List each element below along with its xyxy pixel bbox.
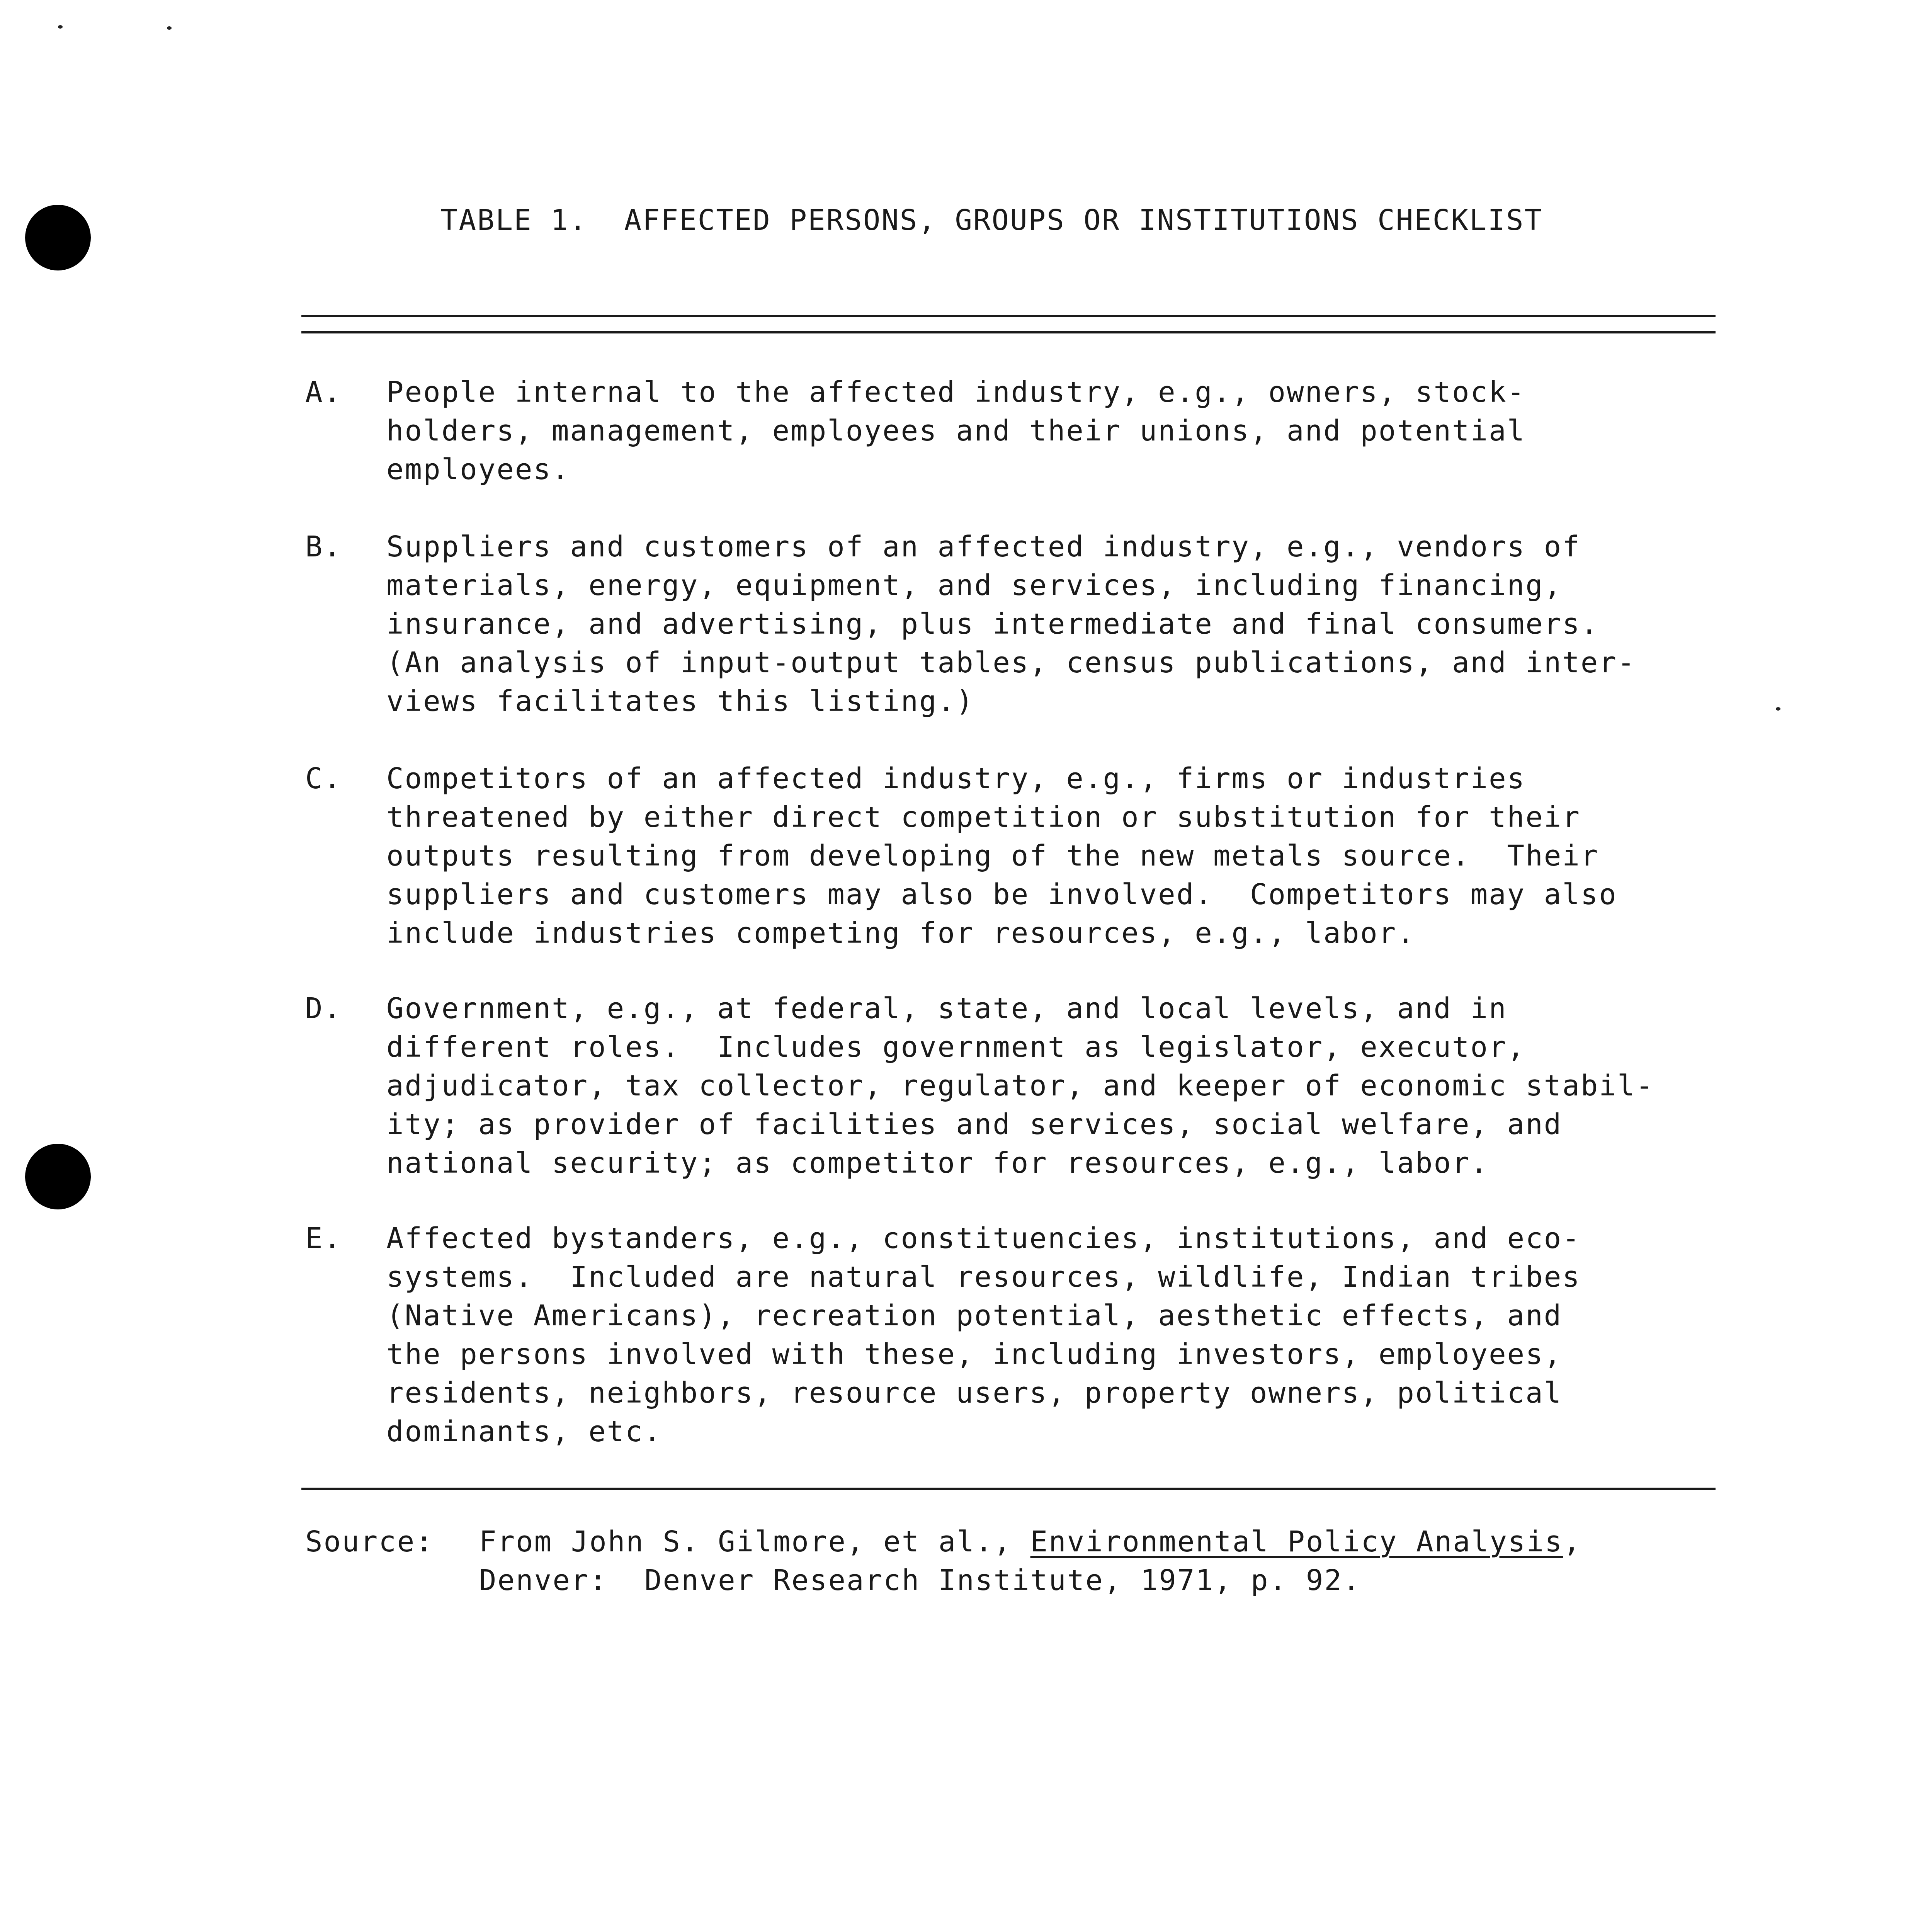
item-line: (Native Americans), recreation potential, aesthetic effects, and (386, 1299, 1563, 1332)
title-rule-upper (301, 315, 1716, 317)
item-letter: D. (305, 992, 342, 1025)
item-line: include industries competing for resources, e.g., labor. (386, 917, 1415, 950)
item-line: suppliers and customers may also be involved. Competitors may also (386, 878, 1617, 911)
scan-speck (1776, 707, 1780, 711)
item-letter: E. (305, 1222, 342, 1255)
item-letter: A. (305, 376, 342, 409)
punch-hole-top (25, 205, 91, 270)
item-line: dominants, etc. (386, 1415, 662, 1448)
source-book-title: Environmental Policy Analysis (1030, 1525, 1563, 1558)
scan-speck (167, 26, 172, 30)
item-line: systems. Included are natural resources, wildlife, Indian tribes (386, 1260, 1581, 1294)
item-line: (An analysis of input-output tables, census publications, and inter- (386, 646, 1636, 679)
item-text (386, 373, 1727, 489)
item-line: materials, energy, equipment, and services, including financing, (386, 569, 1563, 602)
item-text (386, 989, 1727, 1182)
item-line: outputs resulting from developing of the new metals source. Their (386, 839, 1599, 872)
item-line: adjudicator, tax collector, regulator, and keeper of economic stabil- (386, 1069, 1654, 1102)
item-line: insurance, and advertising, plus intermediate and final consumers. (386, 607, 1599, 641)
table-bottom-rule (301, 1488, 1716, 1490)
source-citation (479, 1522, 1581, 1600)
item-line: employees. (386, 453, 570, 486)
item-line: views facilitates this listing.) (386, 685, 974, 718)
punch-hole-middle (25, 1144, 91, 1209)
item-line: People internal to the affected industry, e.g., owners, stock- (386, 376, 1526, 409)
item-line: threatened by either direct competition or substitution for their (386, 801, 1581, 834)
item-line: Government, e.g., at federal, state, and local levels, and in (386, 992, 1507, 1025)
item-line: Suppliers and customers of an affected industry, e.g., vendors of (386, 530, 1581, 563)
item-letter: B. (305, 530, 342, 563)
item-line: holders, management, employees and their unions, and potential (386, 414, 1526, 447)
source-punctuation: , (1563, 1525, 1582, 1558)
item-text (386, 1219, 1727, 1451)
item-line: residents, neighbors, resource users, property owners, political (386, 1376, 1563, 1410)
source-label: Source: (305, 1525, 434, 1558)
item-line: Affected bystanders, e.g., constituencies, institutions, and eco- (386, 1222, 1581, 1255)
table-title: TABLE 1. AFFECTED PERSONS, GROUPS OR INSTITUTIONS CHECKLIST (440, 204, 1543, 237)
source-line-2: Denver: Denver Research Institute, 1971, p. 92. (479, 1564, 1361, 1597)
item-text (386, 759, 1727, 952)
item-line: different roles. Includes government as legislator, executor, (386, 1031, 1526, 1064)
source-line-1 (479, 1522, 1581, 1561)
item-line: ity; as provider of facilities and services, social welfare, and (386, 1108, 1563, 1141)
title-rule-lower (301, 331, 1716, 333)
source-authors: From John S. Gilmore, et al., (479, 1525, 1030, 1558)
scan-speck (58, 25, 63, 29)
item-line: the persons involved with these, including investors, employees, (386, 1338, 1563, 1371)
item-line: Competitors of an affected industry, e.g., firms or industries (386, 762, 1526, 795)
item-line: national security; as competitor for resources, e.g., labor. (386, 1146, 1489, 1180)
item-text (386, 527, 1727, 721)
item-letter: C. (305, 762, 342, 795)
